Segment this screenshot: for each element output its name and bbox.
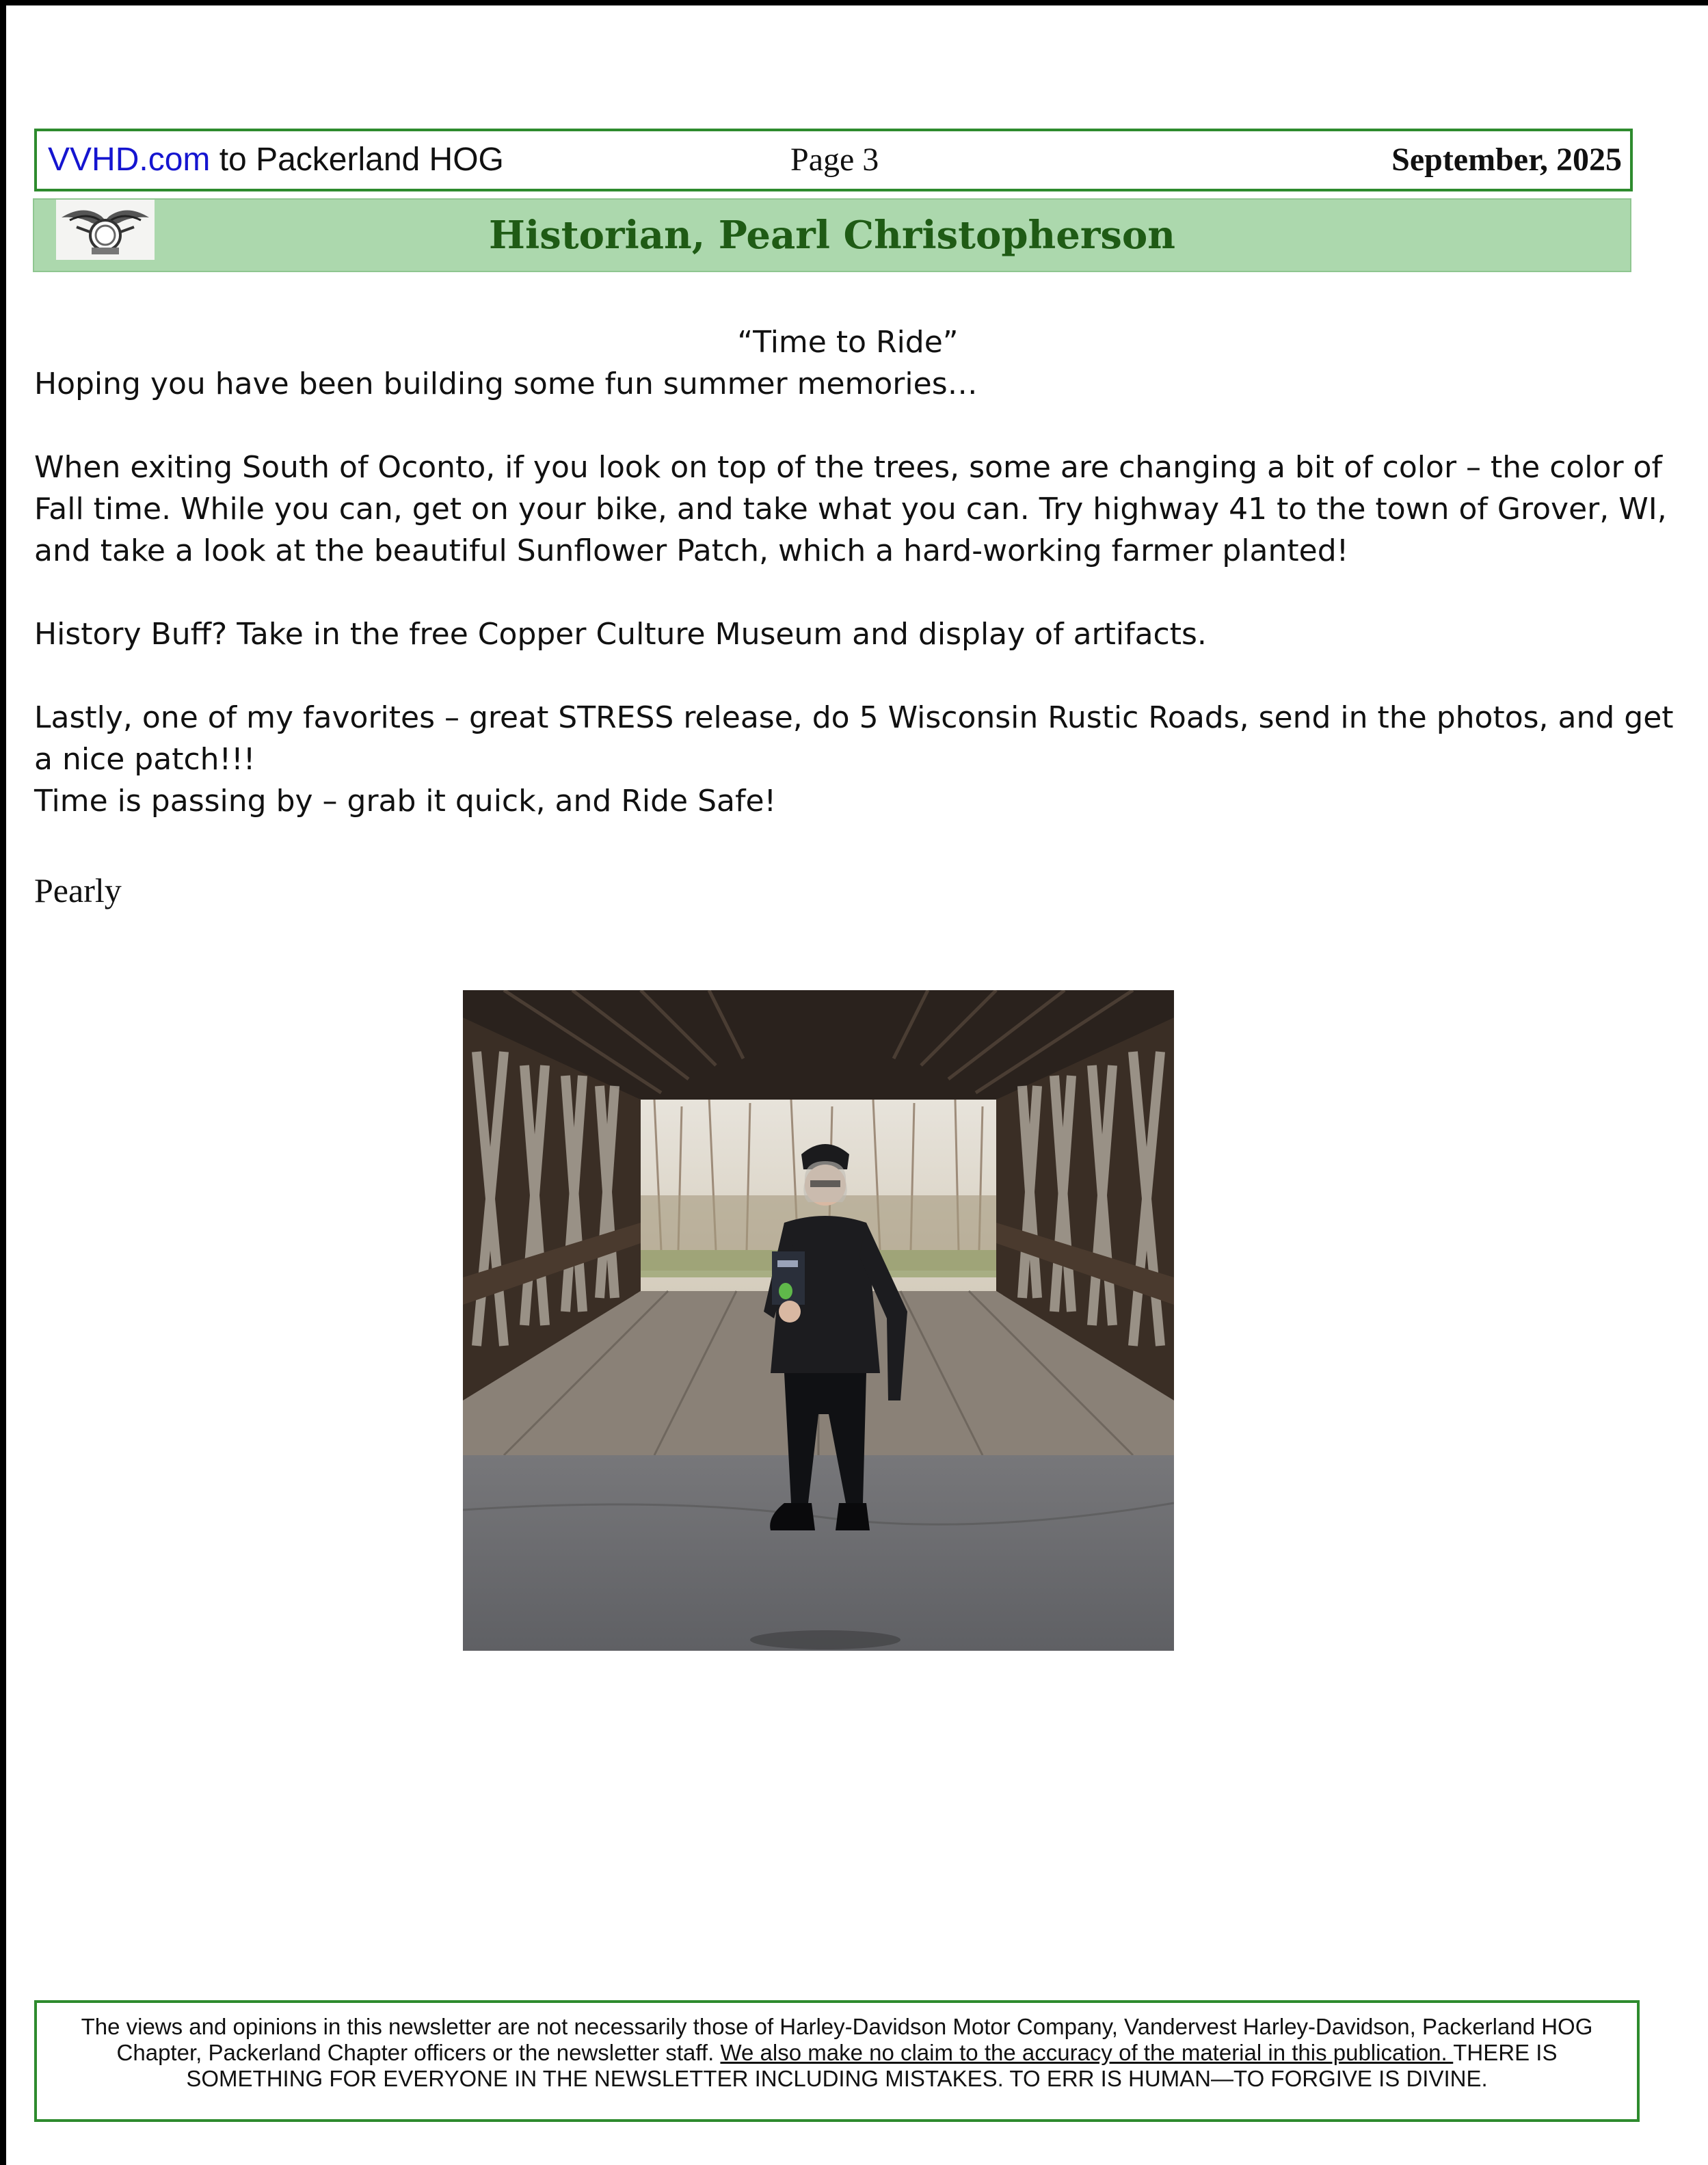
site-link[interactable]: VVHD.com (48, 142, 211, 178)
disclaimer-text: The views and opinions in this newsletter are not necessarily those of Harley-Davidson Motor Company, Vandervest Harley-Davidson, Packerland HOG Chapter, Packerland Chapter officers or the newsletter staff. (81, 2014, 1593, 2065)
issue-date: September, 2025 (1391, 142, 1622, 178)
disclaimer-box (34, 2000, 1640, 2122)
paragraph-museum: History Buff? Take in the free Copper Culture Museum and display of artifacts. (34, 617, 1207, 652)
page-header (34, 129, 1633, 191)
page-number: Page 3 (790, 142, 879, 178)
paragraph-intro: Hoping you have been building some fun summer memories… (34, 367, 978, 401)
site-suffix: to Packerland HOG (210, 142, 504, 178)
disclaimer-caps: THERE IS SOMETHING FOR EVERYONE IN THE NEWSLETTER INCLUDING MISTAKES. TO ERR IS HUMAN—TO FORGIVE IS DIVINE. (186, 2040, 1558, 2091)
paragraph-closing: Time is passing by – grab it quick, and Ride Safe! (34, 784, 777, 819)
page-left-edge (0, 0, 6, 2165)
paragraph-fall: When exiting South of Oconto, if you look on top of the trees, some are changing a bit of color – the color of Fall time. While you can, get on your bike, and take what you can. Try highway 41 to the town of Grover, WI, and take a look at the beautiful Sunflower Patch, which a hard-working farmer planted! (34, 450, 1667, 568)
article-heading: “Time to Ride” (737, 325, 959, 360)
section-title: Historian, Pearl Christopherson (489, 213, 1175, 258)
header-site (48, 138, 504, 182)
covered-bridge-photo (463, 990, 1174, 1651)
page-top-edge (0, 0, 1708, 5)
section-banner (33, 198, 1631, 272)
article-body (34, 321, 1675, 822)
disclaimer-underlined: We also make no claim to the accuracy of the material in this publication. (720, 2040, 1454, 2065)
signature: Pearly (34, 871, 122, 909)
paragraph-rustic-roads: Lastly, one of my favorites – great STRESS release, do 5 Wisconsin Rustic Roads, send in the photos, and get a nice patch!!! (34, 700, 1674, 777)
